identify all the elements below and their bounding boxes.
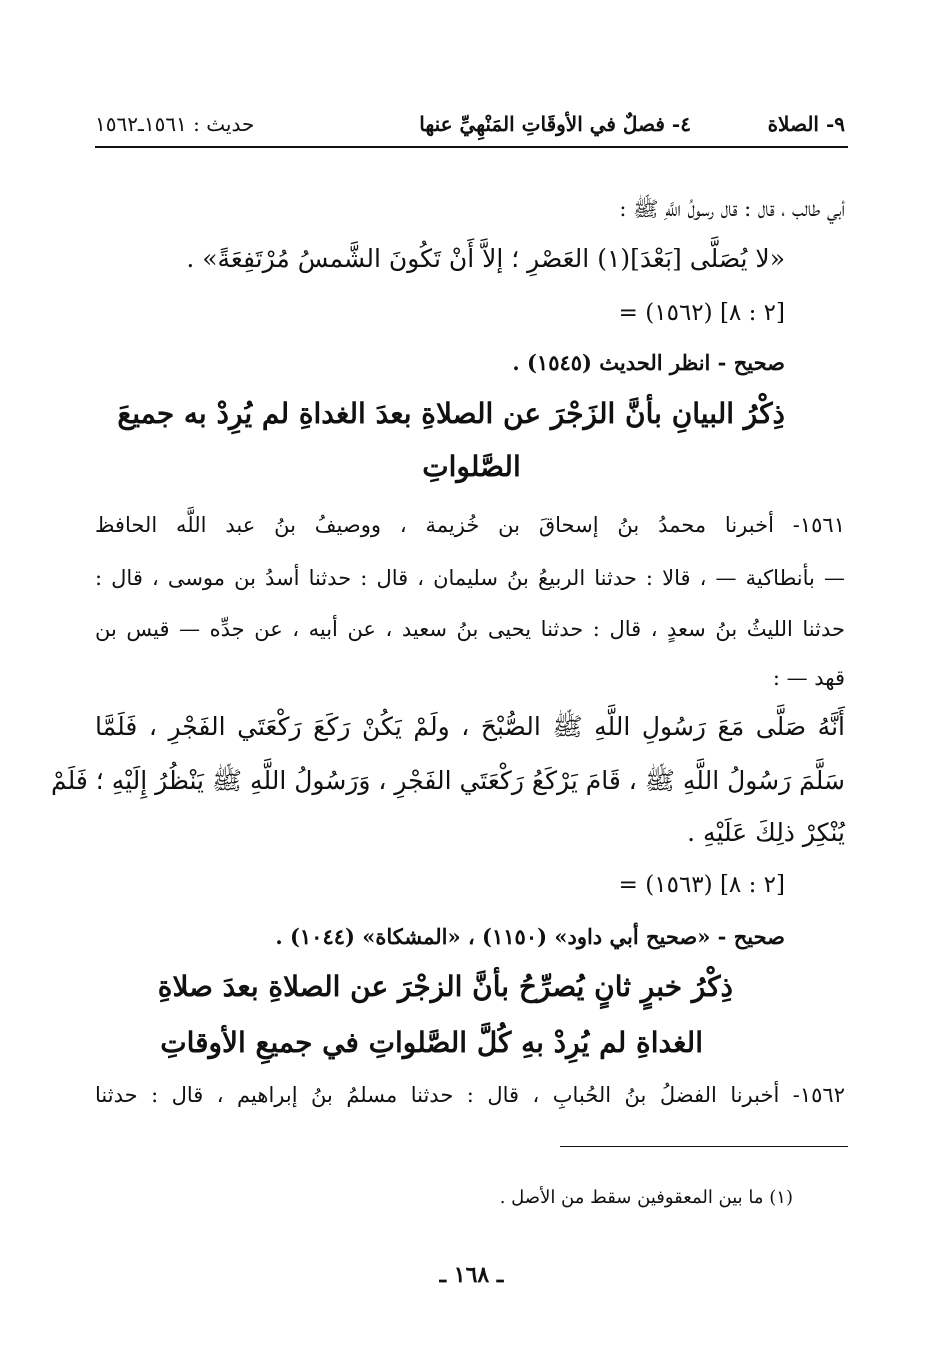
chapter-heading: ذِكْرُ البيانِ بأنَّ الزَجْرَ عن الصلاةِ بعدَ الغداةِ لم يُرِدْ به جميعَ (117, 397, 785, 430)
header-section: ٤- فصلٌ في الأوقَاتِ المَنْهِيِّ عنها (419, 112, 691, 136)
text-line: أبي طالب ، قال : قال رسولُ اللَّهِ ﷺ : (619, 197, 845, 221)
header-chapter: ٩- الصلاة (767, 112, 845, 136)
isnad-line: ١٥٦٢- أخبرنا الفضلُ بنُ الحُبابِ ، قال : حدثنا مسلمُ بنُ إبراهيم ، قال : حدثنا (95, 1083, 845, 1107)
header-rule (95, 146, 848, 148)
isnad-line: — بأنطاكية — ، قالا : حدثنا الربيعُ بنُ سليمان ، قال : حدثنا أسدُ بن موسى ، قال : (95, 566, 845, 590)
grading-note: صحيح - «صحيح أبي داود» (١١٥٠) ، «المشكاة» (١٠٤٤) . (275, 924, 785, 949)
chapter-heading: الصَّلواتِ (422, 450, 521, 483)
isnad-line: حدثنا الليثُ بنُ سعدٍ ، قال : حدثنا يحيى بنُ سعيد ، عن أبيه ، عن جدِّه — قيس بن (95, 617, 845, 641)
isnad-line: ١٥٦١- أخبرنا محمدُ بنُ إسحاقَ بن خُزيمة ، ووصيفُ بنُ عبد اللَّه الحافظ (95, 513, 845, 537)
header-hadith-range: حديث : ١٥٦١ـ١٥٦٢ (95, 112, 255, 136)
footnote: (١) ما بين المعقوفين سقط من الأصل . (499, 1187, 793, 1208)
hadith-matn-line: يُنْكِرْ ذلِكَ عَلَيْهِ . (687, 818, 845, 847)
cross-reference: = (١٥٦٢) [٢ : ٨] (618, 300, 785, 326)
chapter-heading: ذِكْرُ خبرٍ ثانٍ يُصرِّحُ بأنَّ الزجْرَ عن الصلاةِ بعدَ صلاةِ (157, 970, 733, 1003)
grading-note: صحيح - انظر الحديث (١٥٤٥) . (512, 350, 785, 375)
hadith-matn-line: أَنَّهُ صَلَّى مَعَ رَسُولِ اللَّهِ ﷺ الصُّبْحَ ، ولَمْ يَكُنْ رَكَعَ رَكْعَتَي الفَجْرِ ، فَلَمَّا (95, 712, 845, 741)
cross-reference: = (١٥٦٣) [٢ : ٨] (618, 872, 785, 898)
chapter-heading: الغداةِ لم يُرِدْ بهِ كُلَّ الصَّلواتِ في جميعِ الأوقاتِ (160, 1026, 703, 1059)
hadith-matn-line: سَلَّمَ رَسُولُ اللَّهِ ﷺ ، قَامَ يَرْكَعُ رَكْعَتَي الفَجْرِ ، وَرَسُولُ اللَّهِ ﷺ يَنْظُرُ إِلَيْهِ ؛ فَلَمْ (51, 766, 845, 795)
isnad-line: قهد — : (772, 666, 845, 690)
running-header-chapter (419, 112, 845, 136)
footnote-rule (560, 1146, 848, 1147)
page-number: ـ ١٦٨ ـ (439, 1262, 504, 1288)
hadith-quote: «لا يُصَلَّى [بَعْدَ](١) العَصْرِ ؛ إلاَّ أَنْ تَكُونَ الشَّمسُ مُرْتَفِعَةً» . (186, 244, 785, 273)
